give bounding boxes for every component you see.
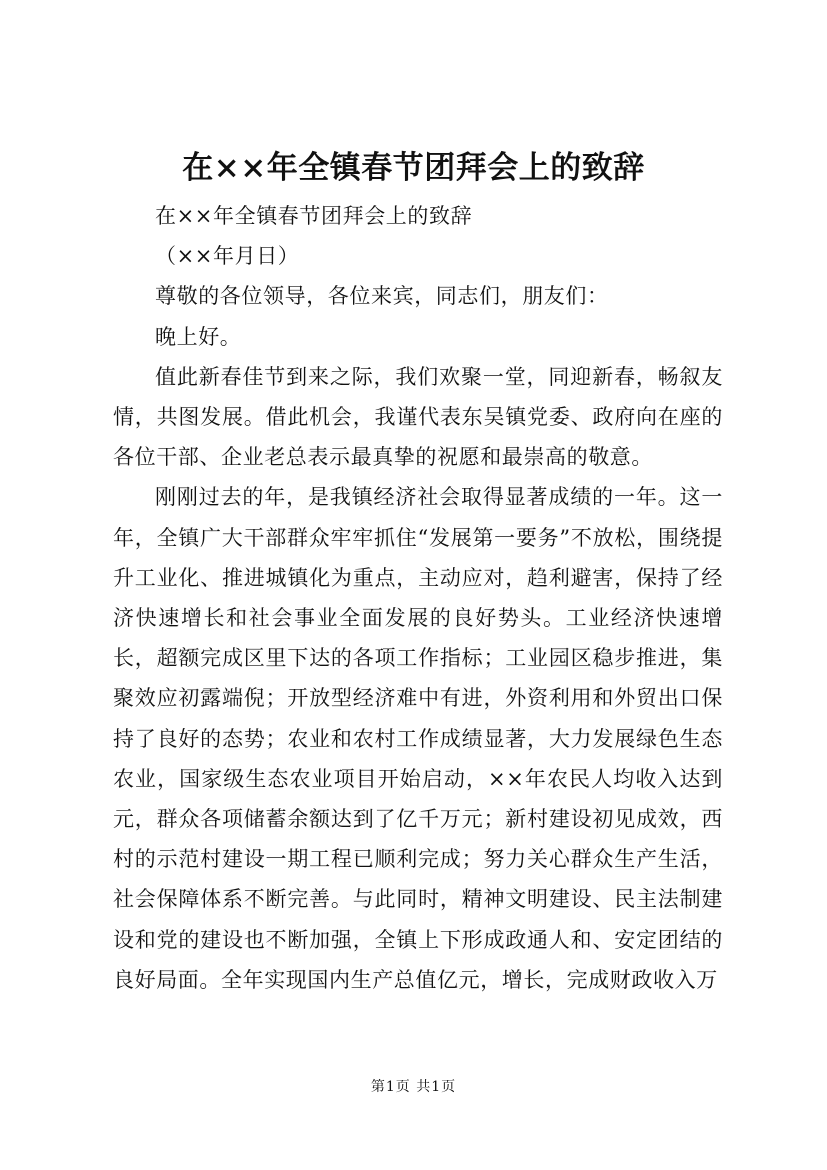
document-title: 在××年全镇春节团拜会上的致辞 — [182, 150, 645, 186]
salutation-line: 尊敬的各位领导，各位来宾，同志们，朋友们： — [155, 284, 609, 309]
page-number-footer: 第1页 共1页 — [370, 1079, 457, 1095]
body-paragraph: 刚刚过去的年，是我镇经济社会取得显著成绩的一年。这一年，全镇广大干部群众牢牢抓住“发展第一要务”不放松，围绕提升工业化、推进城镇化为重点，主动应对，趋利避害，保持了经济快速增长和社会事业全面发展的良好势头。工业经济快速增长，超额完成区里下达的各项工作指标；工业园区稳步推进，集聚效应初露端倪；开放型经济难中有进，外资利用和外贸出口保持了良好的态势；农业和农村工作成绩显著，大力发展绿色生态农业，国家级生态农业项目开始启动，××年农民人均收入达到元，群众各项储蓄余额达到了亿千万元；新村建设初见成效，西村的示范村建设一期工程已顺利完成；努力关心群众生产生活，社会保障体系不断完善。与此同时，精神文明建设、民主法制建设和党的建设也不断加强，全镇上下形成政通人和、安定团结的良好局面。全年实现国内生产总值亿元，增长，完成财政收入万 — [113, 485, 723, 992]
greeting-line: 晚上好。 — [155, 324, 242, 349]
date-line: （××年月日） — [155, 244, 300, 269]
document-body — [113, 196, 723, 1000]
subtitle-line: 在××年全镇春节团拜会上的致辞 — [155, 204, 473, 228]
body-paragraph: 值此新春佳节到来之际，我们欢聚一堂，同迎新春，畅叙友情，共图发展。借此机会，我谨代表东吴镇党委、政府向在座的各位干部、企业老总表示最真挚的祝愿和最崇高的敬意。 — [113, 364, 723, 470]
